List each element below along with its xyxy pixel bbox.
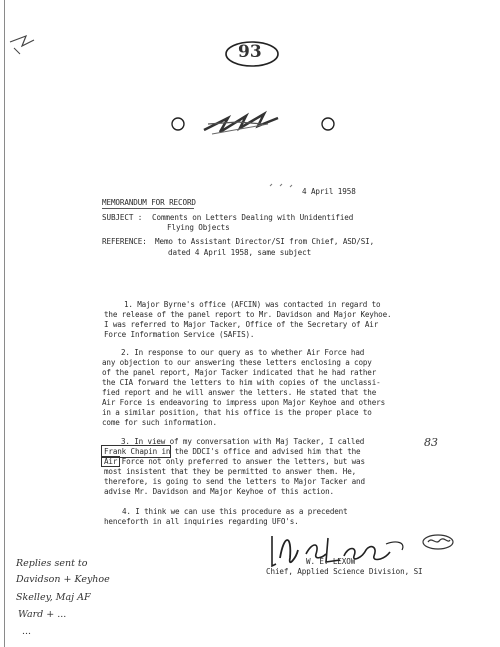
subject-line-2: Flying Objects	[167, 223, 230, 232]
reference-line-2: dated 4 April 1958, same subject	[168, 248, 312, 257]
paragraph-line: any objection to our answering these letters enclosing a copy	[102, 358, 372, 367]
paragraph-line: most insistent that they be permitted to answer them. He,	[104, 467, 357, 476]
paragraph-line: advise Mr. Davidson and Major Keyhoe of this action.	[104, 487, 334, 496]
handwritten-note: Ward + ...	[18, 609, 67, 620]
signer-title: Chief, Applied Science Division, SI	[266, 567, 423, 576]
subject-label: SUBJECT :	[102, 213, 143, 222]
paragraph-line: the CIA forward the letters to him with copies of the unclassi-	[102, 378, 381, 387]
handwritten-note: Skelley, Maj AF	[16, 592, 91, 603]
paragraph-line: 2. In response to our query as to whether Air Force had	[121, 348, 365, 357]
paragraph-line: fied report and he will answer the letters. He stated that the	[102, 388, 377, 397]
paragraph-line: Air Force is endeavoring to impress upon Major Keyhoe and others	[102, 398, 385, 407]
corner-scribble	[8, 32, 38, 62]
paragraph-line: therefore, is going to send the letters to Major Tacker and	[104, 477, 365, 486]
page-number: 93	[238, 42, 262, 62]
paragraph-line: in a similar position, that his office is the proper place to	[102, 408, 372, 417]
paragraph-line: Force Information Service (SAFIS).	[104, 330, 255, 339]
date-tick-marks	[268, 180, 308, 190]
paragraph-line: Frank Chapin in the DDCI's office and advised him that the	[104, 447, 361, 456]
handwritten-note: Replies sent to	[16, 558, 88, 569]
initials-scribble	[420, 532, 456, 552]
handwritten-note: ...	[22, 626, 32, 637]
paragraph-line: Air Force not only preferred to answer the letters, but was	[104, 457, 365, 466]
subject-line-1: Comments on Letters Dealing with Unidentified	[152, 213, 354, 222]
reference-label: REFERENCE:	[102, 237, 147, 246]
memo-date: 4 April 1958	[302, 187, 356, 196]
paragraph-line: 4. I think we can use this procedure as a precedent	[122, 507, 348, 516]
paragraph-line: come for such information.	[102, 418, 217, 427]
paragraph-line: henceforth in all inquiries regarding UFO's.	[104, 517, 299, 526]
paragraph-line: I was referred to Major Tacker, Office of the Secretary of Air	[104, 320, 379, 329]
paragraph-line: 3. In view of my conversation with Maj Tacker, I called	[121, 437, 365, 446]
reference-line-1: Memo to Assistant Director/SI from Chief, ASD/SI,	[155, 237, 375, 246]
paragraph-line: the release of the panel report to Mr. Davidson and Major Keyhoe.	[104, 310, 392, 319]
page-edge-line	[4, 0, 5, 647]
memo-title-underline	[102, 208, 194, 209]
handwritten-note: Davidson + Keyhoe	[16, 574, 110, 585]
redaction-scribble	[168, 104, 318, 144]
name-highlight-box	[101, 456, 120, 467]
paragraph-line: of the panel report, Major Tacker indicated that he had rather	[102, 368, 377, 377]
margin-number: 83	[424, 436, 438, 449]
paragraph-line: 1. Major Byrne's office (AFCIN) was contacted in regard to	[124, 300, 381, 309]
memo-title: MEMORANDUM FOR RECORD	[102, 198, 196, 207]
signer-name: W. E. LEXOW	[306, 557, 356, 566]
